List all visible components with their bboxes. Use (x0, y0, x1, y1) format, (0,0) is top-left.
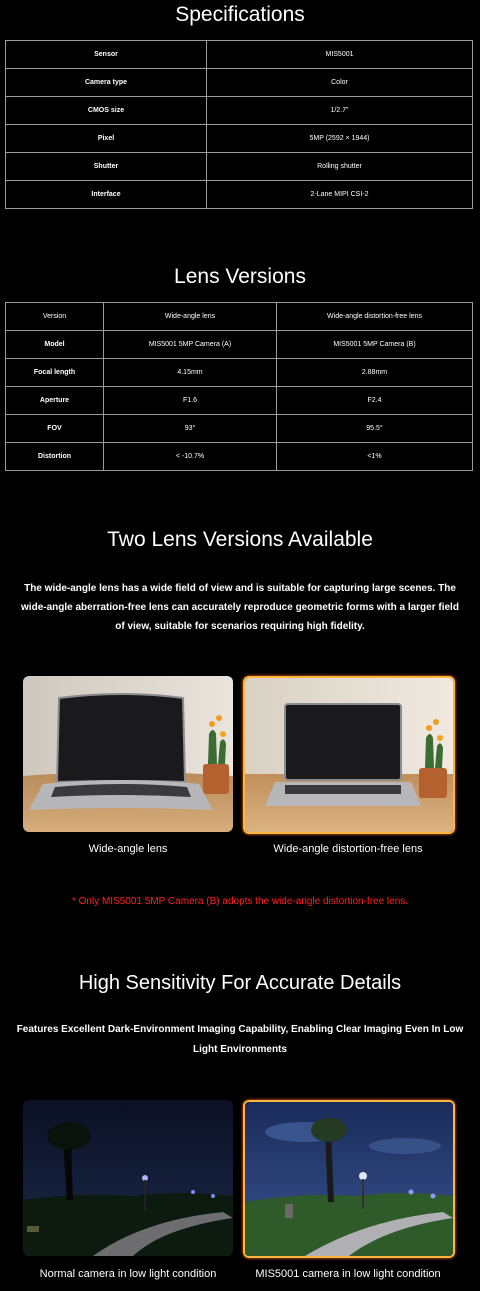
spec-value: 5MP (2592 × 1944) (207, 125, 473, 153)
cell: <1% (277, 443, 473, 471)
table-row (6, 69, 473, 97)
header-cell: Version (6, 303, 104, 331)
two-lens-section (0, 472, 480, 942)
spec-value: 2-Lane MIPI CSI-2 (207, 181, 473, 209)
cell: MIS5001 5MP Camera (A) (104, 331, 277, 359)
distortion-free-photo (243, 676, 455, 834)
lens-versions-title: Lens Versions (174, 265, 306, 288)
two-lens-title: Two Lens Versions Available (107, 528, 373, 551)
distortion-free-caption: Wide-angle distortion-free lens (273, 843, 423, 855)
table-header-row (6, 303, 473, 331)
row-key: FOV (6, 415, 104, 443)
table-row (6, 415, 473, 443)
cell: 95.5° (277, 415, 473, 443)
cell: 4.15mm (104, 359, 277, 387)
sensitivity-description: Features Excellent Dark-Environment Imaging Capability, Enabling Clear Imaging Even In Low Light Environments (16, 1024, 464, 1055)
specifications-section (0, 0, 480, 216)
spec-value: Color (207, 69, 473, 97)
row-key: Distortion (6, 443, 104, 471)
wide-angle-photo (23, 676, 233, 832)
spec-value: 1/2.7" (207, 97, 473, 125)
table-row (6, 97, 473, 125)
normal-camera-photo (23, 1100, 233, 1256)
cell: 2.88mm (277, 359, 473, 387)
two-lens-description: The wide-angle lens has a wide field of view and is suitable for capturing large scenes. The wide-angle aberration-free lens can accurately reproduce geometric forms with a larger field of view, suitable for scenarios requiring high fidelity. (21, 583, 459, 632)
sensitivity-section (0, 942, 480, 1291)
table-row (6, 41, 473, 69)
lens-note: * Only MIS5001 5MP Camera (B) adopts the wide-angle distortion-free lens. (71, 896, 409, 907)
table-row (6, 387, 473, 415)
table-row (6, 331, 473, 359)
row-key: Model (6, 331, 104, 359)
specifications-title: Specifications (175, 3, 305, 26)
table-row (6, 125, 473, 153)
spec-value: Rolling shutter (207, 153, 473, 181)
cell: F2.4 (277, 387, 473, 415)
lens-versions-table (5, 302, 473, 471)
cell: 93° (104, 415, 277, 443)
spec-key: Pixel (6, 125, 207, 153)
specifications-table (5, 40, 473, 209)
row-key: Focal length (6, 359, 104, 387)
spec-key: Interface (6, 181, 207, 209)
spec-value: MIS5001 (207, 41, 473, 69)
header-cell: Wide-angle distortion-free lens (277, 303, 473, 331)
table-row (6, 359, 473, 387)
sensitivity-title: High Sensitivity For Accurate Details (78, 972, 402, 994)
mis5001-camera-caption: MIS5001 camera in low light condition (255, 1268, 441, 1280)
spec-key: Shutter (6, 153, 207, 181)
table-row (6, 153, 473, 181)
spec-key: CMOS size (6, 97, 207, 125)
cell: F1.6 (104, 387, 277, 415)
lens-versions-section (0, 216, 480, 472)
spec-key: Camera type (6, 69, 207, 97)
mis5001-camera-photo (243, 1100, 455, 1258)
cell: < -10.7% (104, 443, 277, 471)
table-row (6, 181, 473, 209)
wide-angle-caption: Wide-angle lens (88, 843, 168, 855)
row-key: Aperture (6, 387, 104, 415)
spec-key: Sensor (6, 41, 207, 69)
normal-camera-caption: Normal camera in low light condition (39, 1268, 217, 1280)
cell: MIS5001 5MP Camera (B) (277, 331, 473, 359)
header-cell: Wide-angle lens (104, 303, 277, 331)
table-row (6, 443, 473, 471)
